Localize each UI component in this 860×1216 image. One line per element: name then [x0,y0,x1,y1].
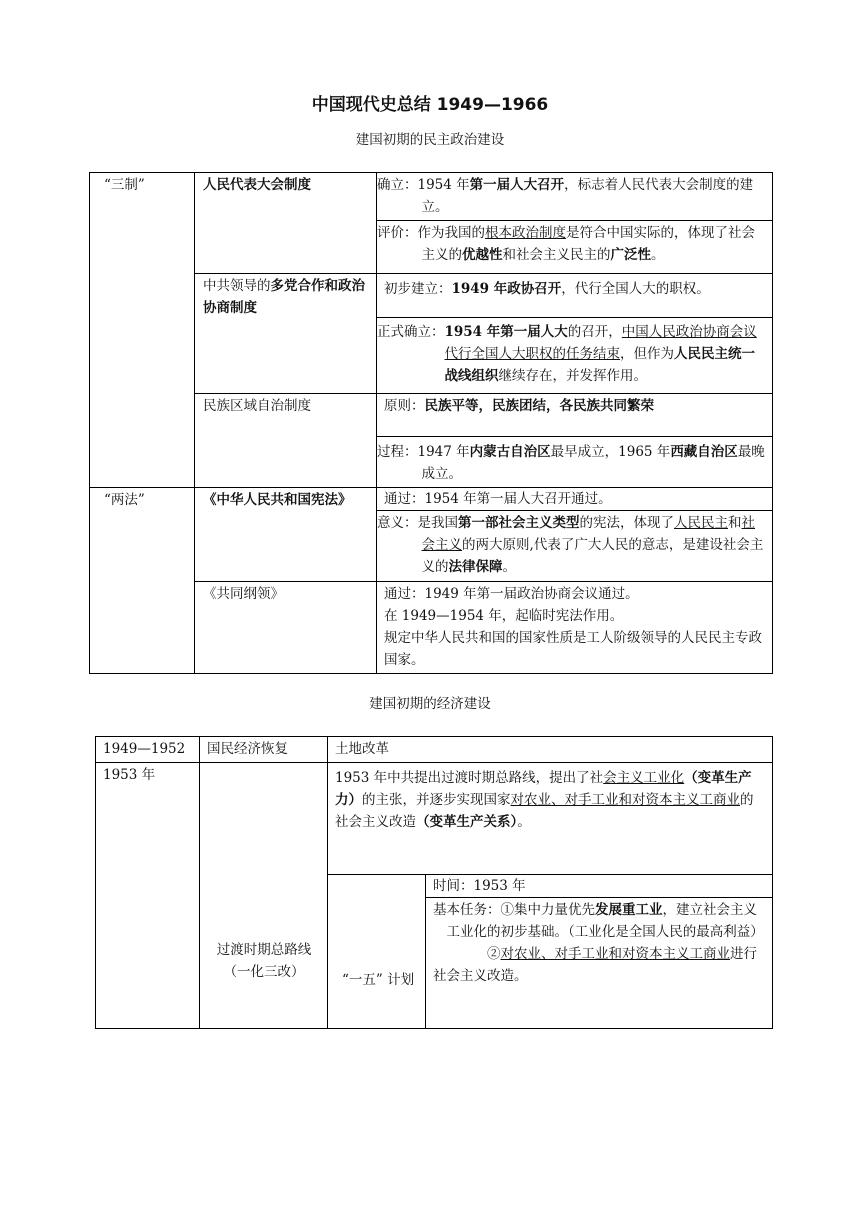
minzu-name: 民族区域自治制度 [195,394,377,488]
minzu-process: 过程：1947 年内蒙古自治区最早成立，1965 年西藏自治区最晚成立。 [377,437,773,488]
row2-phase: 过渡时期总路线 （一化三改） [200,763,328,1029]
xianfa-name: 《中华人民共和国宪法》 [195,488,377,582]
section-heading-economy: 建国初期的经济建设 [369,696,491,712]
renda-name: 人民代表大会制度 [195,173,377,274]
five-year-plan-name: “一五” 计划 [328,875,426,1029]
renda-evaluation: 评价：作为我国的根本政治制度是符合中国实际的，体现了社会主义的优越性和社会主义民主的广泛性。 [377,221,773,274]
category-liangfa: “两法” [90,488,195,674]
row1-content: 土地改革 [328,737,773,763]
plan-time: 时间：1953 年 [426,875,773,898]
duodang-initial: 初步建立：1949 年政协召开，代行全国人大的职权。 [377,274,773,318]
duodang-name: 中共领导的多党合作和政治协商制度 [195,274,377,394]
xianfa-significance: 意义：是我国第一部社会主义类型的宪法，体现了人民民主和社会主义的两大原则,代表了广大人民的意志，是建设社会主义的法律保障。 [377,511,773,582]
gangling-detail: 通过：1949 年第一届政治协商会议通过。 在 1949—1954 年，起临时宪法作用。 规定中华人民共和国的国家性质是工人阶级领导的人民民主专政国家。 [377,582,773,674]
row1-year: 1949—1952 [96,737,200,763]
politics-table [89,172,773,674]
row1-phase: 国民经济恢复 [200,737,328,763]
section-heading-politics: 建国初期的民主政治建设 [355,132,505,148]
transition-line-text: 1953 年中共提出过渡时期总路线，提出了社会主义工业化（变革生产力）的主张，并逐步实现国家对农业、对手工业和对资本主义工商业的社会主义改造（变革生产关系）。 [328,763,773,875]
economy-table [95,736,773,1029]
plan-tasks: 基本任务：①集中力量优先发展重工业，建立社会主义工业化的初步基础。（工业化是全国人民的最高利益） ②对农业、对手工业和对资本主义工商业进行社会主义改造。 [426,898,773,1029]
duodang-formal: 正式确立：1954 年第一届人大的召开，中国人民政治协商会议代行全国人大职权的任务结束，但作为人民民主统一战线组织继续存在，并发挥作用。 [377,318,773,394]
row2-year: 1953 年 [96,763,200,1029]
minzu-principle: 原则：民族平等，民族团结，各民族共同繁荣 [377,394,773,437]
page-title: 中国现代史总结 1949—1966 [311,95,549,115]
category-sanzhi: “三制” [90,173,195,488]
renda-establish: 确立：1954 年第一届人大召开，标志着人民代表大会制度的建立。 [377,173,773,221]
xianfa-passed: 通过：1954 年第一届人大召开通过。 [377,488,773,511]
gangling-name: 《共同纲领》 [195,582,377,674]
